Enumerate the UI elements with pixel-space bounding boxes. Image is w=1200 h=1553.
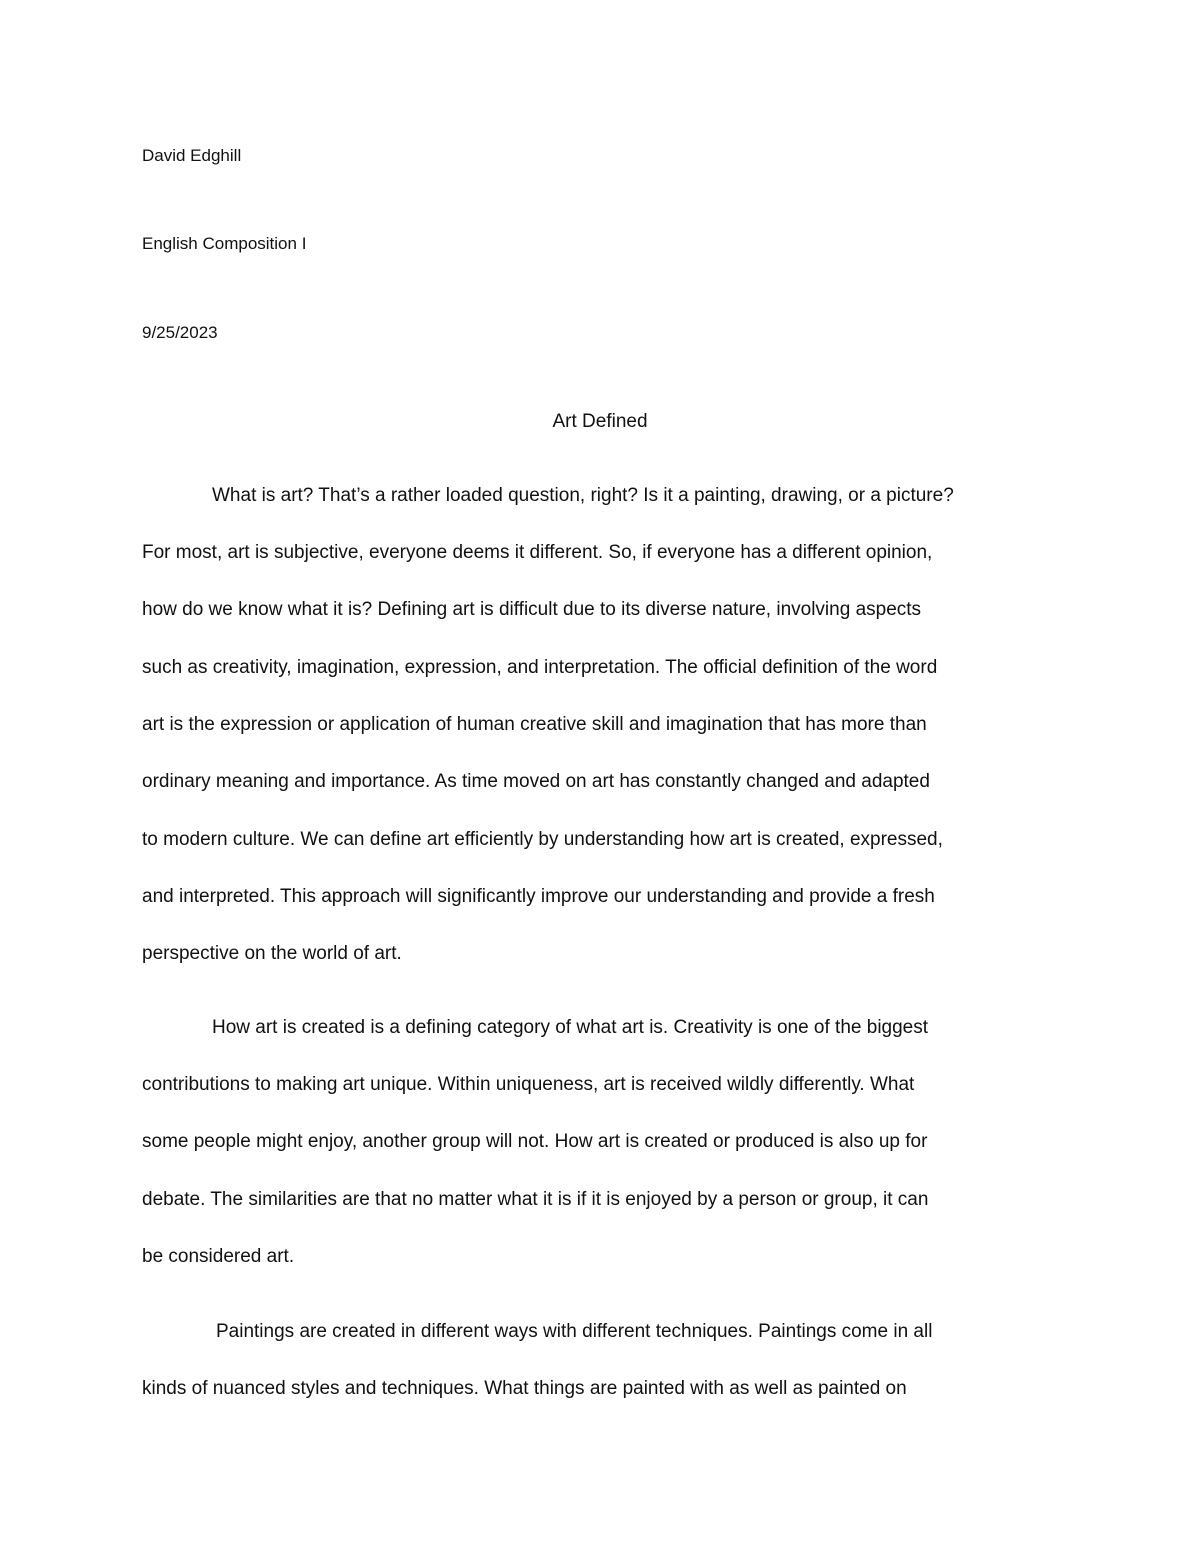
paragraph-1-line: how do we know what it is? Defining art is difficult due to its diverse nature, involving aspects <box>142 599 922 620</box>
essay-title: Art Defined <box>552 411 648 432</box>
author-name: David Edghill <box>142 146 242 165</box>
paragraph-1-line: art is the expression or application of human creative skill and imagination that has more than <box>142 714 927 735</box>
paragraph-1-line: What is art? That’s a rather loaded question, right? Is it a painting, drawing, or a picture? <box>212 485 954 506</box>
paragraph-2-line: How art is created is a defining category of what art is. Creativity is one of the biggest <box>212 1017 929 1038</box>
paragraph-1-line: and interpreted. This approach will significantly improve our understanding and provide a fresh <box>142 886 935 907</box>
paragraph-1-line: ordinary meaning and importance. As time moved on art has constantly changed and adapted <box>142 771 930 792</box>
document-date: 9/25/2023 <box>142 323 218 342</box>
paragraph-1-line: such as creativity, imagination, expression, and interpretation. The official definition of the word <box>142 657 938 678</box>
paragraph-3-line: Paintings are created in different ways with different techniques. Paintings come in all <box>216 1321 933 1342</box>
paragraph-3-line: kinds of nuanced styles and techniques. What things are painted with as well as painted on <box>142 1378 907 1399</box>
paragraph-2-line: some people might enjoy, another group will not. How art is created or produced is also up for <box>142 1131 928 1152</box>
paragraph-2-line: be considered art. <box>142 1246 295 1267</box>
paragraph-2-line: debate. The similarities are that no matter what it is if it is enjoyed by a person or group, it can <box>142 1189 929 1210</box>
paragraph-1-line: For most, art is subjective, everyone deems it different. So, if everyone has a different opinion, <box>142 542 933 563</box>
paragraph-1-line: to modern culture. We can define art efficiently by understanding how art is created, expressed, <box>142 829 943 850</box>
paragraph-1-line: perspective on the world of art. <box>142 943 402 964</box>
course-name: English Composition I <box>142 234 307 253</box>
paragraph-2-line: contributions to making art unique. Within uniqueness, art is received wildly differently. What <box>142 1074 915 1095</box>
